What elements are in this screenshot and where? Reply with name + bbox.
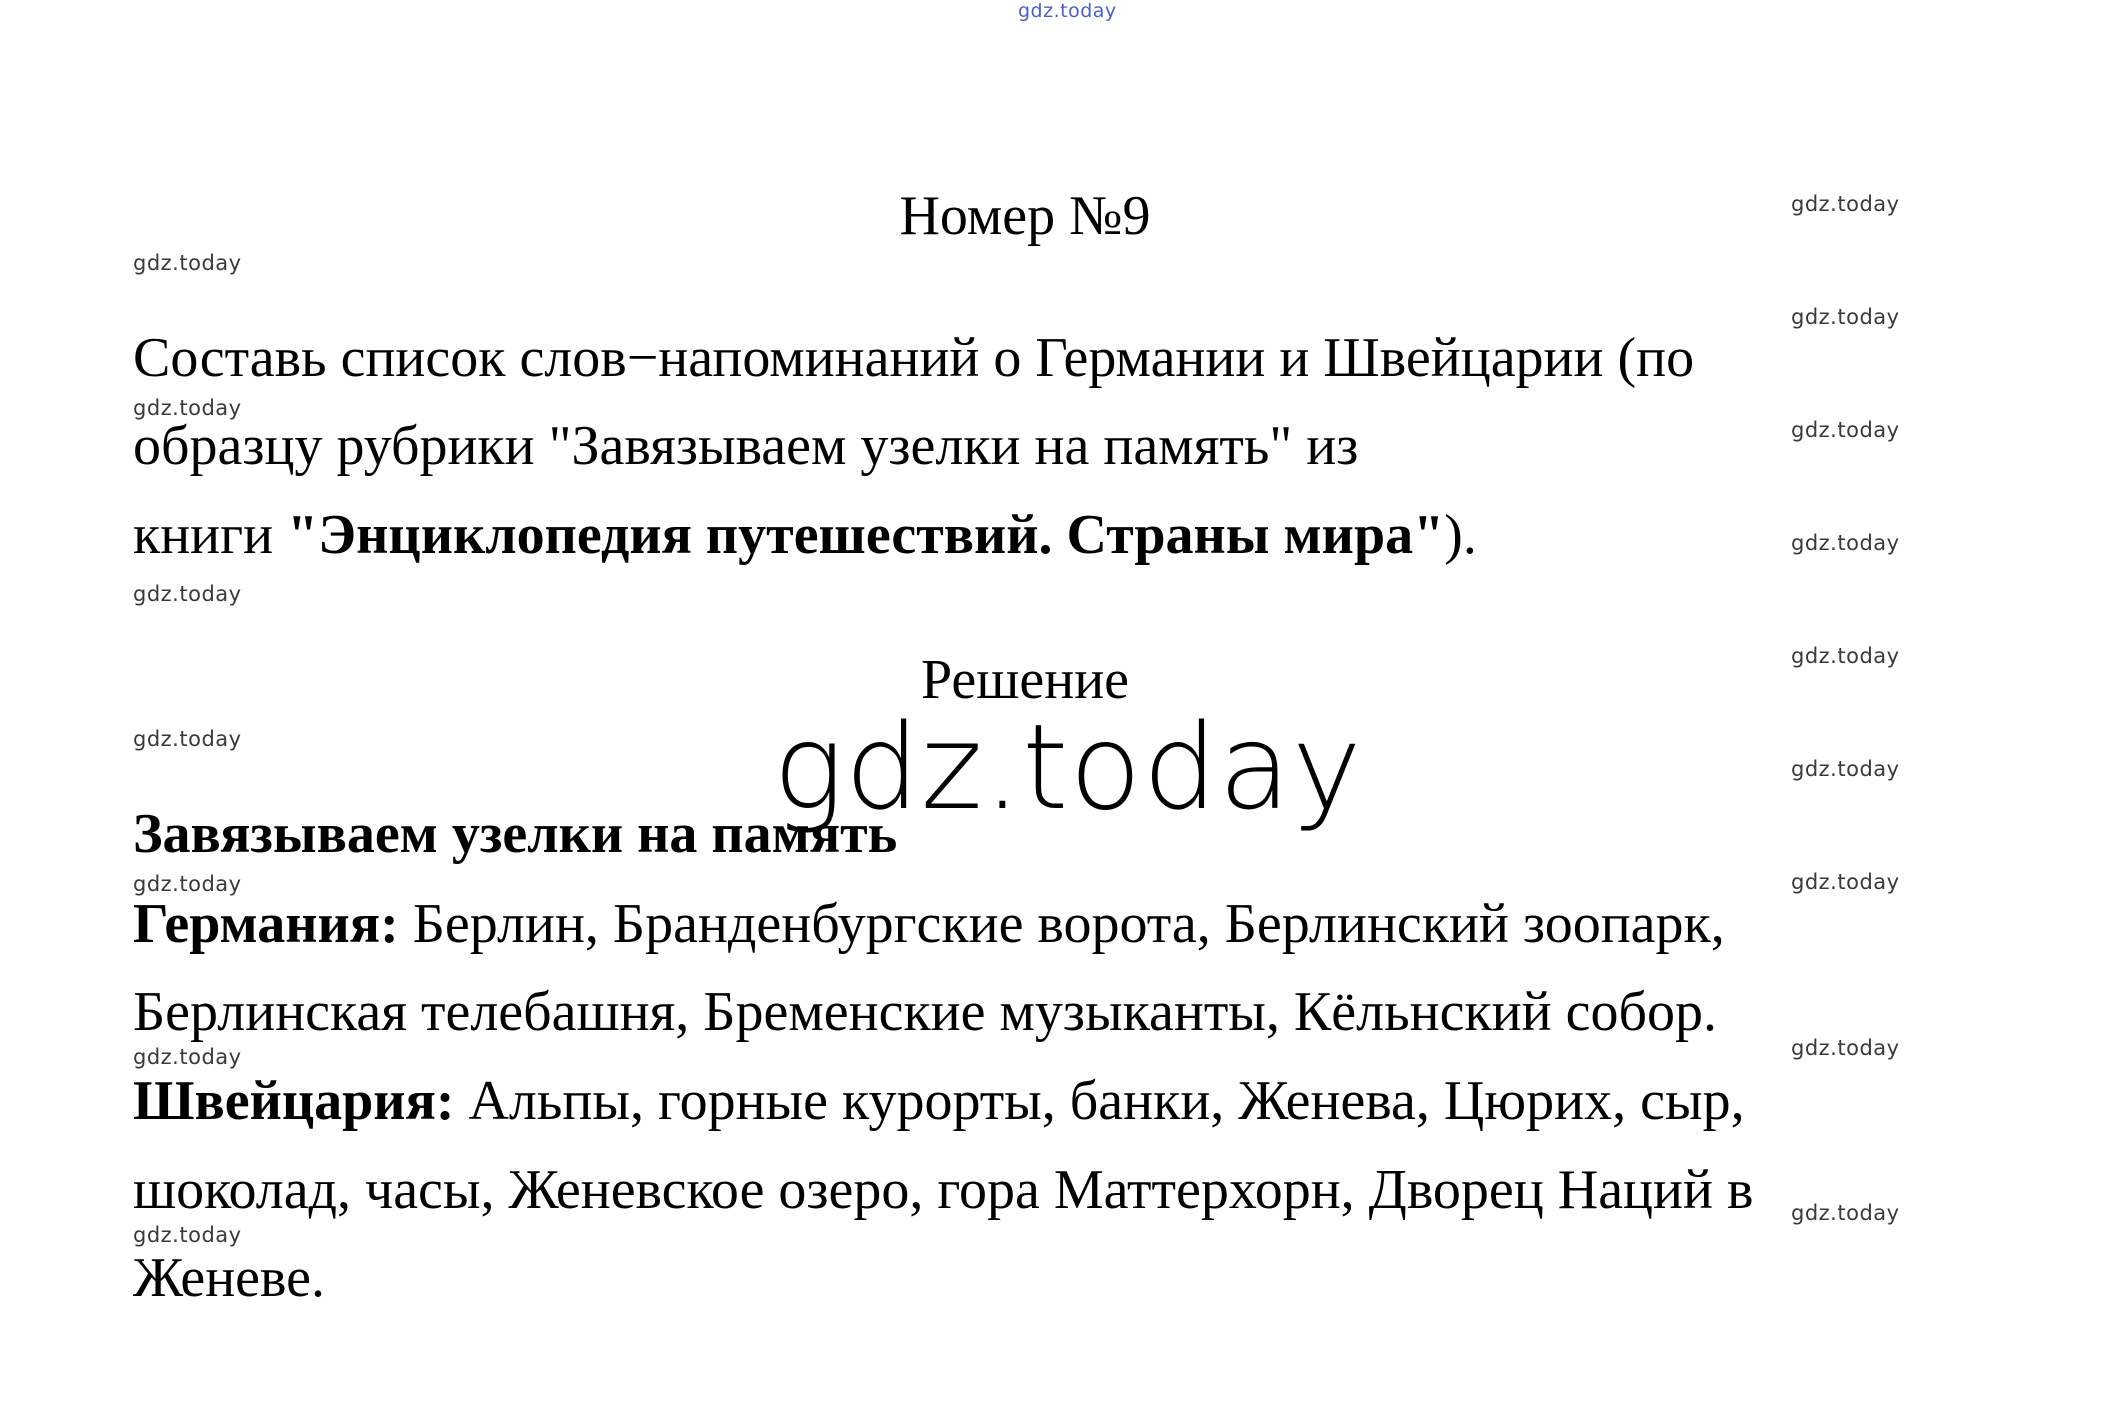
watermark-left: gdz.today	[133, 251, 242, 275]
watermark-right: gdz.today	[1791, 305, 1900, 329]
task-line-2: образцу рубрики "Завязываем узелки на память" из	[133, 415, 1359, 477]
watermark-right: gdz.today	[1791, 531, 1900, 555]
germany-line-1	[133, 880, 1725, 968]
watermark-right: gdz.today	[1791, 757, 1900, 781]
germany-text-1: Берлин, Бранденбургские ворота, Берлинский зоопарк,	[398, 893, 1725, 955]
watermark-left: gdz.today	[133, 1223, 242, 1247]
watermark-right: gdz.today	[1791, 192, 1900, 216]
watermark-right: gdz.today	[1791, 644, 1900, 668]
solution-heading: Завязываем узелки на память	[133, 803, 898, 865]
switzerland-line-3: Женеве.	[133, 1247, 325, 1309]
watermark-right: gdz.today	[1791, 870, 1900, 894]
switzerland-text-1: Альпы, горные курорты, банки, Женева, Цюрих, сыр,	[454, 1070, 1745, 1132]
watermark-logo: gdz.today	[773, 698, 1363, 836]
switzerland-line-2: шоколад, часы, Женевское озеро, гора Маттерхорн, Дворец Наций в	[133, 1159, 1754, 1221]
task-title: Номер №9	[899, 185, 1151, 247]
task-line-1: Составь список слов−напоминаний о Германии и Швейцарии (по	[133, 327, 1695, 389]
solution-title: Решение	[920, 649, 1130, 711]
watermark-left: gdz.today	[133, 582, 242, 606]
watermark-left: gdz.today	[133, 872, 242, 896]
germany-line-2: Берлинская телебашня, Бременские музыканты, Кёльнский собор.	[133, 981, 1717, 1043]
task-line-3	[133, 491, 1477, 579]
switzerland-line-1	[133, 1057, 1745, 1145]
watermark-right: gdz.today	[1791, 1036, 1900, 1060]
germany-label: Германия:	[133, 893, 399, 955]
watermark-right: gdz.today	[1791, 1201, 1900, 1225]
watermark-left: gdz.today	[133, 1045, 242, 1069]
task-line-3-suffix: ).	[1444, 504, 1477, 566]
watermark-left: gdz.today	[133, 727, 242, 751]
watermark-top: gdz.today	[1018, 0, 1117, 22]
task-line-3-prefix: книги	[133, 504, 288, 566]
watermark-left: gdz.today	[133, 396, 242, 420]
watermark-right: gdz.today	[1791, 418, 1900, 442]
switzerland-label: Швейцария:	[133, 1070, 455, 1132]
book-title: "Энциклопедия путешествий. Страны мира"	[287, 504, 1445, 566]
